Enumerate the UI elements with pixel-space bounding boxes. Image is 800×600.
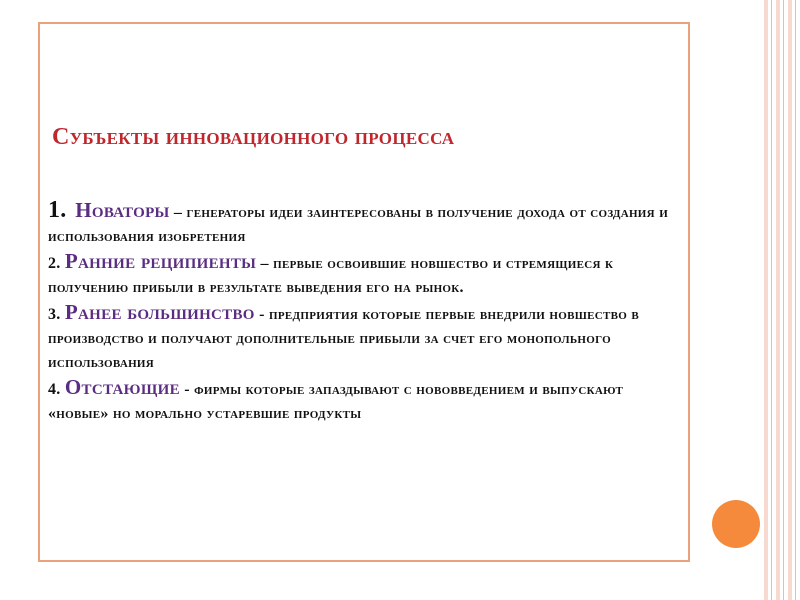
item-separator: – (169, 204, 187, 221)
item-text: генераторы идеи заинтересованы в получение дохода от создания и использования изобретения (48, 204, 669, 245)
slide-title: Субъекты инновационного процесса (52, 124, 455, 150)
item-number: 4. (48, 381, 61, 398)
item-term: Ранние реципиенты (64, 249, 257, 273)
list-item (48, 375, 688, 426)
item-term: Ранее большинство (64, 300, 255, 324)
item-term: Новаторы (75, 198, 170, 222)
item-term: Отстающие (64, 375, 180, 399)
item-list (48, 198, 688, 426)
item-separator: - (254, 306, 269, 323)
item-text: предприятия которые первые внедрили новшество в производство и получают дополнительные прибыли за счет его монопольного использования (48, 306, 640, 371)
item-text: фирмы которые запаздывают с нововведением и выпускают «новые» но морально устаревшие продукты (48, 381, 624, 422)
list-item (48, 300, 688, 375)
item-number: 2. (48, 255, 61, 272)
list-item (48, 249, 688, 300)
item-separator: – (256, 255, 274, 272)
list-item (48, 198, 688, 249)
item-text: первые освоившие новшество и стремящиеся к получению прибыли в результате выведения его на рынок. (48, 255, 614, 296)
accent-circle (712, 500, 760, 548)
decorative-stripes (764, 0, 800, 600)
item-number: 1. (48, 197, 67, 223)
item-separator: - (179, 381, 195, 398)
item-number: 3. (48, 306, 61, 323)
